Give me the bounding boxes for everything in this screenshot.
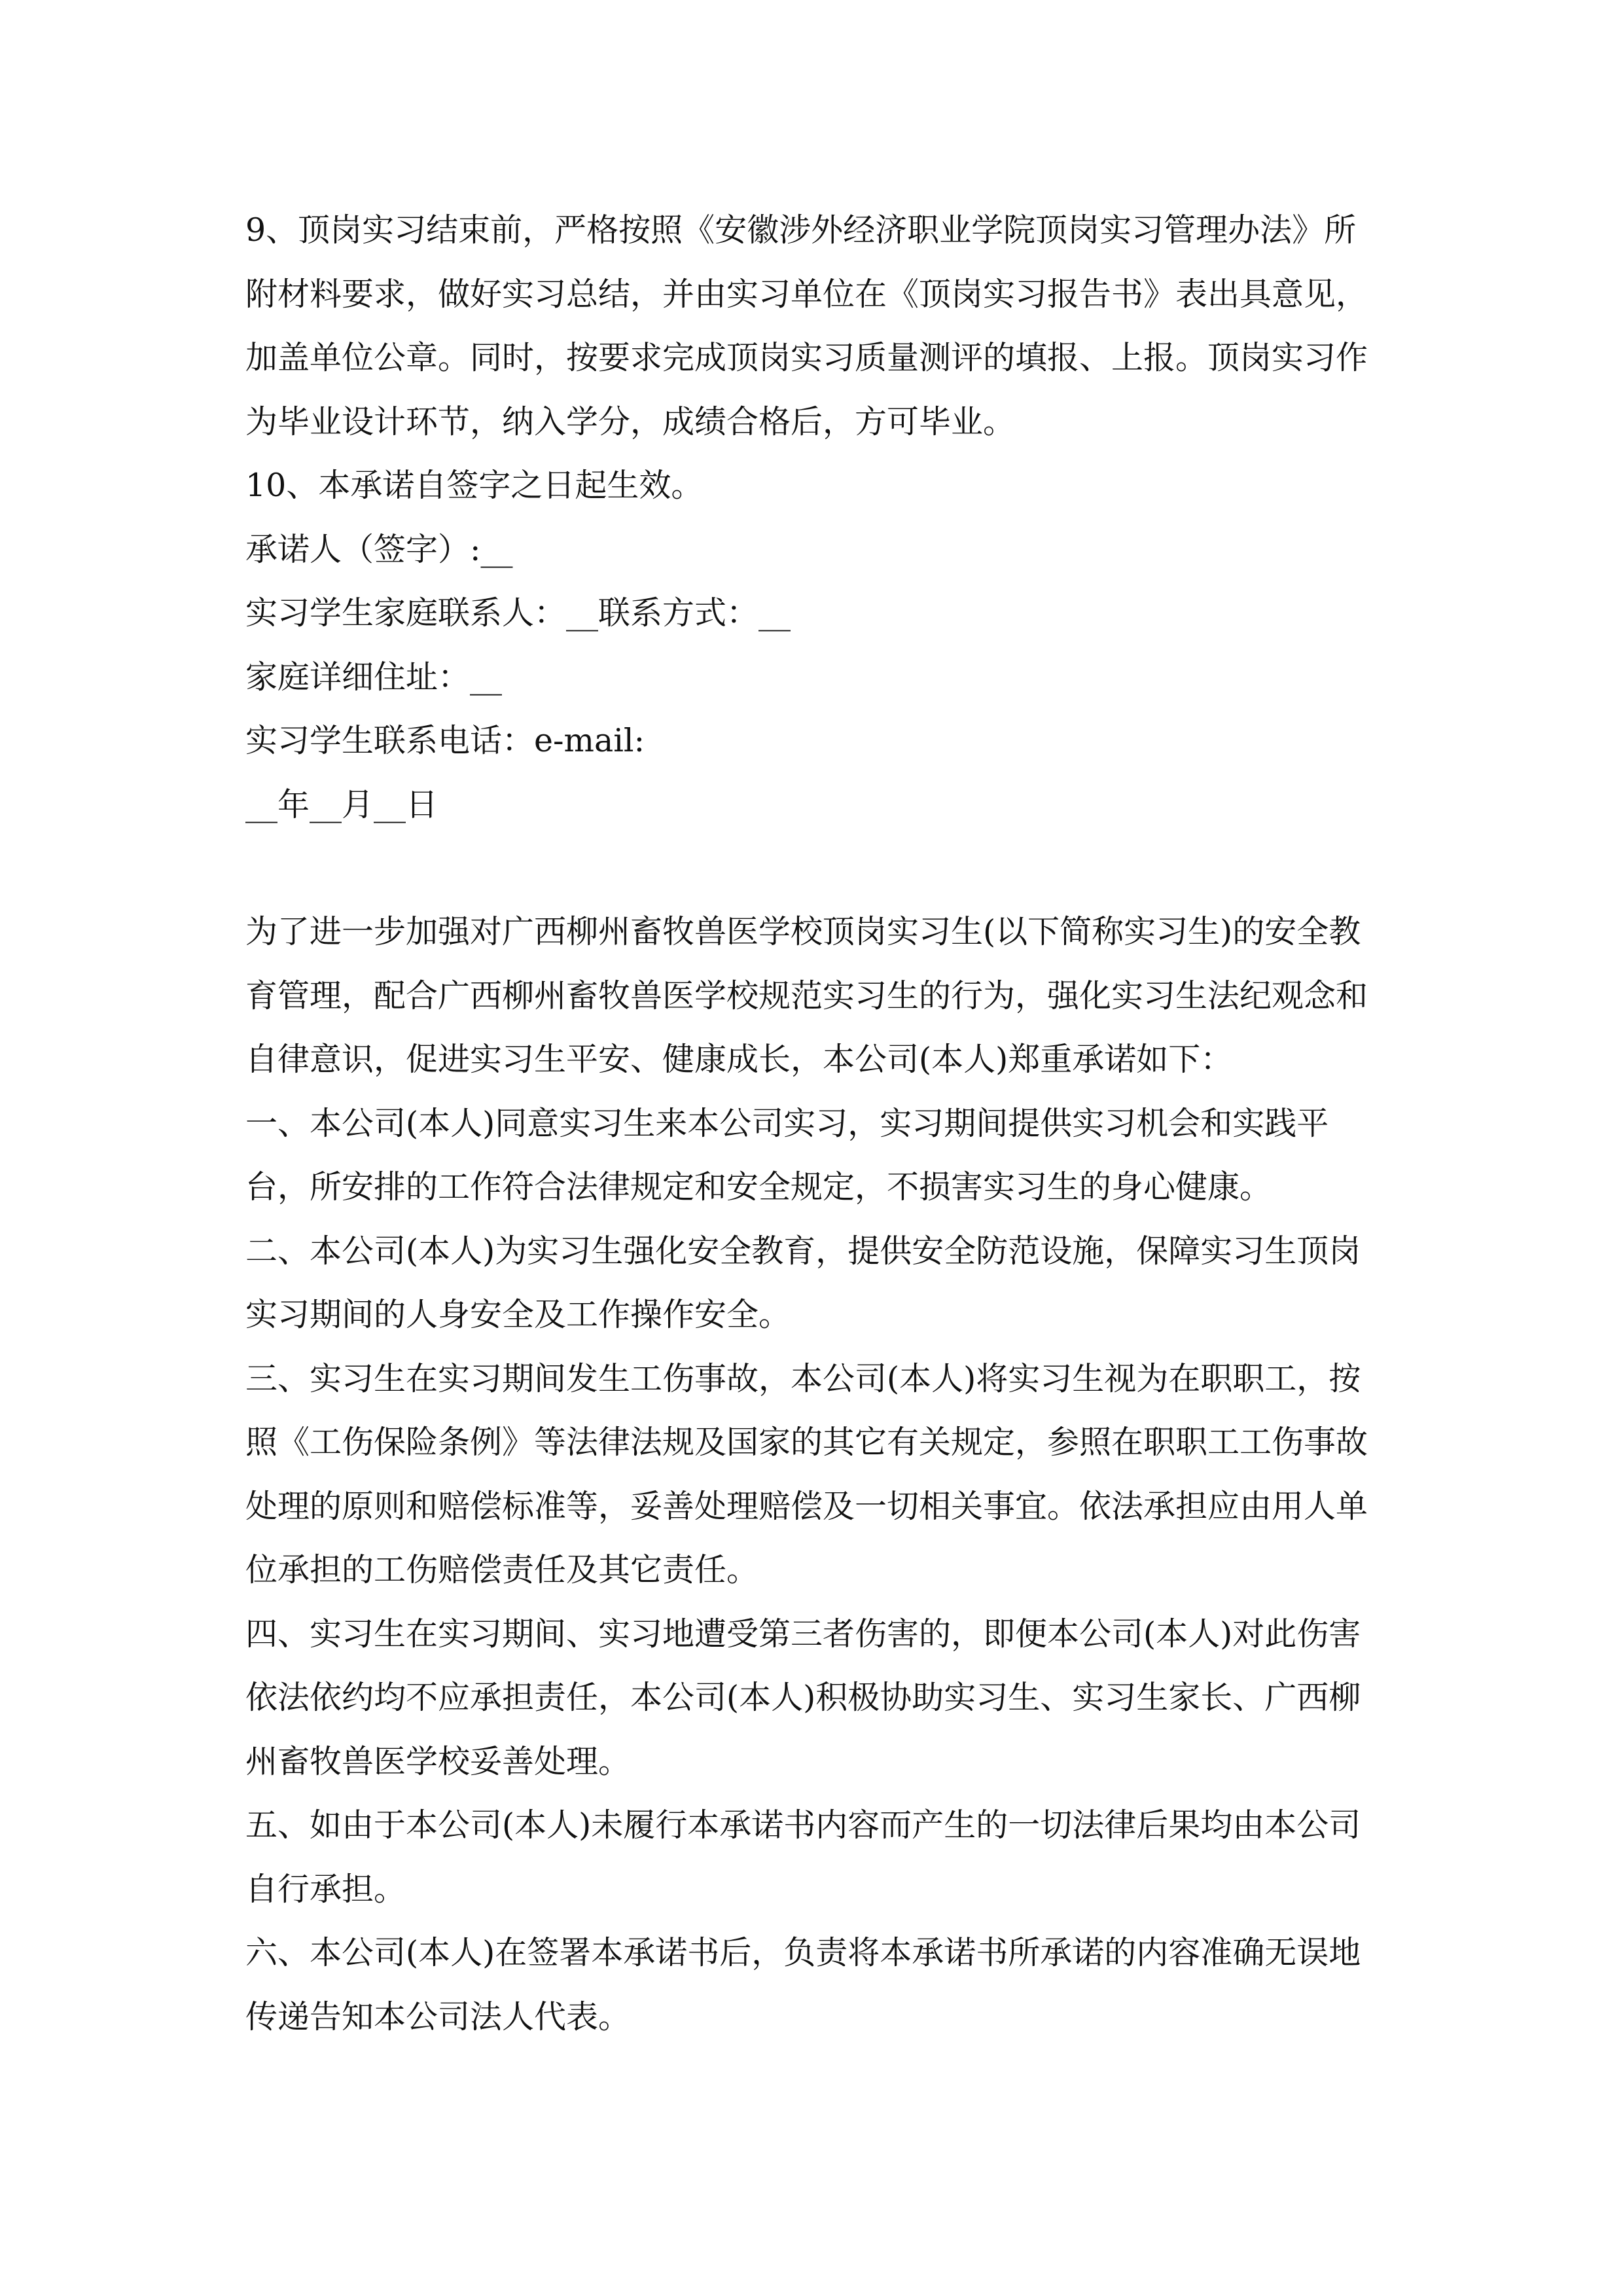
family-contact-line: 实习学生家庭联系人：__联系方式：__: [245, 594, 791, 632]
date-line: __年__月__日: [245, 785, 438, 823]
commitment-clause-1: 一、本公司(本人)同意实习生来本公司实习，实习期间提供实习机会和实践平台，所安排的工作符合法律规定和安全规定，不损害实习生的身心健康。: [245, 1104, 1329, 1206]
commitment-clause-5: 五、如由于本公司(本人)未履行本承诺书内容而产生的一切法律后果均由本公司自行承担。: [245, 1806, 1361, 1908]
paragraph-item-10: 10、本承诺自签字之日起生效。: [245, 467, 704, 504]
commitment-clause-4: 四、实习生在实习期间、实习地遭受第三者伤害的，即便本公司(本人)对此伤害依法依约均不应承担责任，本公司(本人)积极协助实习生、实习生家长、广西柳州畜牧兽医学校妥善处理。: [245, 1615, 1361, 1780]
student-phone-email-line: 实习学生联系电话：e-mail:: [245, 722, 645, 759]
commitment-clause-3: 三、实习生在实习期间发生工伤事故，本公司(本人)将实习生视为在职职工，按照《工伤保险条例》等法律法规及国家的其它有关规定，参照在职职工工伤事故处理的原则和赔偿标准等，妥善处理赔偿及一切相关事宜。依法承担应由用人单位承担的工伤赔偿责任及其它责任。: [245, 1359, 1368, 1588]
commitment-clause-2: 二、本公司(本人)为实习生强化安全教育，提供安全防范设施，保障实习生顶岗实习期间的人身安全及工作操作安全。: [245, 1232, 1361, 1333]
commitment-clause-6: 六、本公司(本人)在签署本承诺书后，负责将本承诺书所承诺的内容准确无误地传递告知本公司法人代表。: [245, 1934, 1361, 2036]
promisor-signature-line: 承诺人（签字）:__: [245, 530, 513, 568]
paragraph-item-9: 9、顶岗实习结束前，严格按照《安徽涉外经济职业学院顶岗实习管理办法》所附材料要求，做好实习总结，并由实习单位在《顶岗实习报告书》表出具意见，加盖单位公章。同时，按要求完成顶岗实习质量测评的填报、上报。顶岗实习作为毕业设计环节，纳入学分，成绩合格后，方可毕业。: [245, 211, 1368, 440]
home-address-line: 家庭详细住址：__: [245, 658, 503, 696]
section-gap: [245, 836, 1384, 900]
commitment-intro-paragraph: 为了进一步加强对广西柳州畜牧兽医学校顶岗实习生(以下简称实习生)的安全教育管理，配合广西柳州畜牧兽医学校规范实习生的行为，强化实习生法纪观念和自律意识，促进实习生平安、健康成长，本公司(本人)郑重承诺如下：: [245, 913, 1368, 1078]
document-body: [245, 198, 1384, 2049]
